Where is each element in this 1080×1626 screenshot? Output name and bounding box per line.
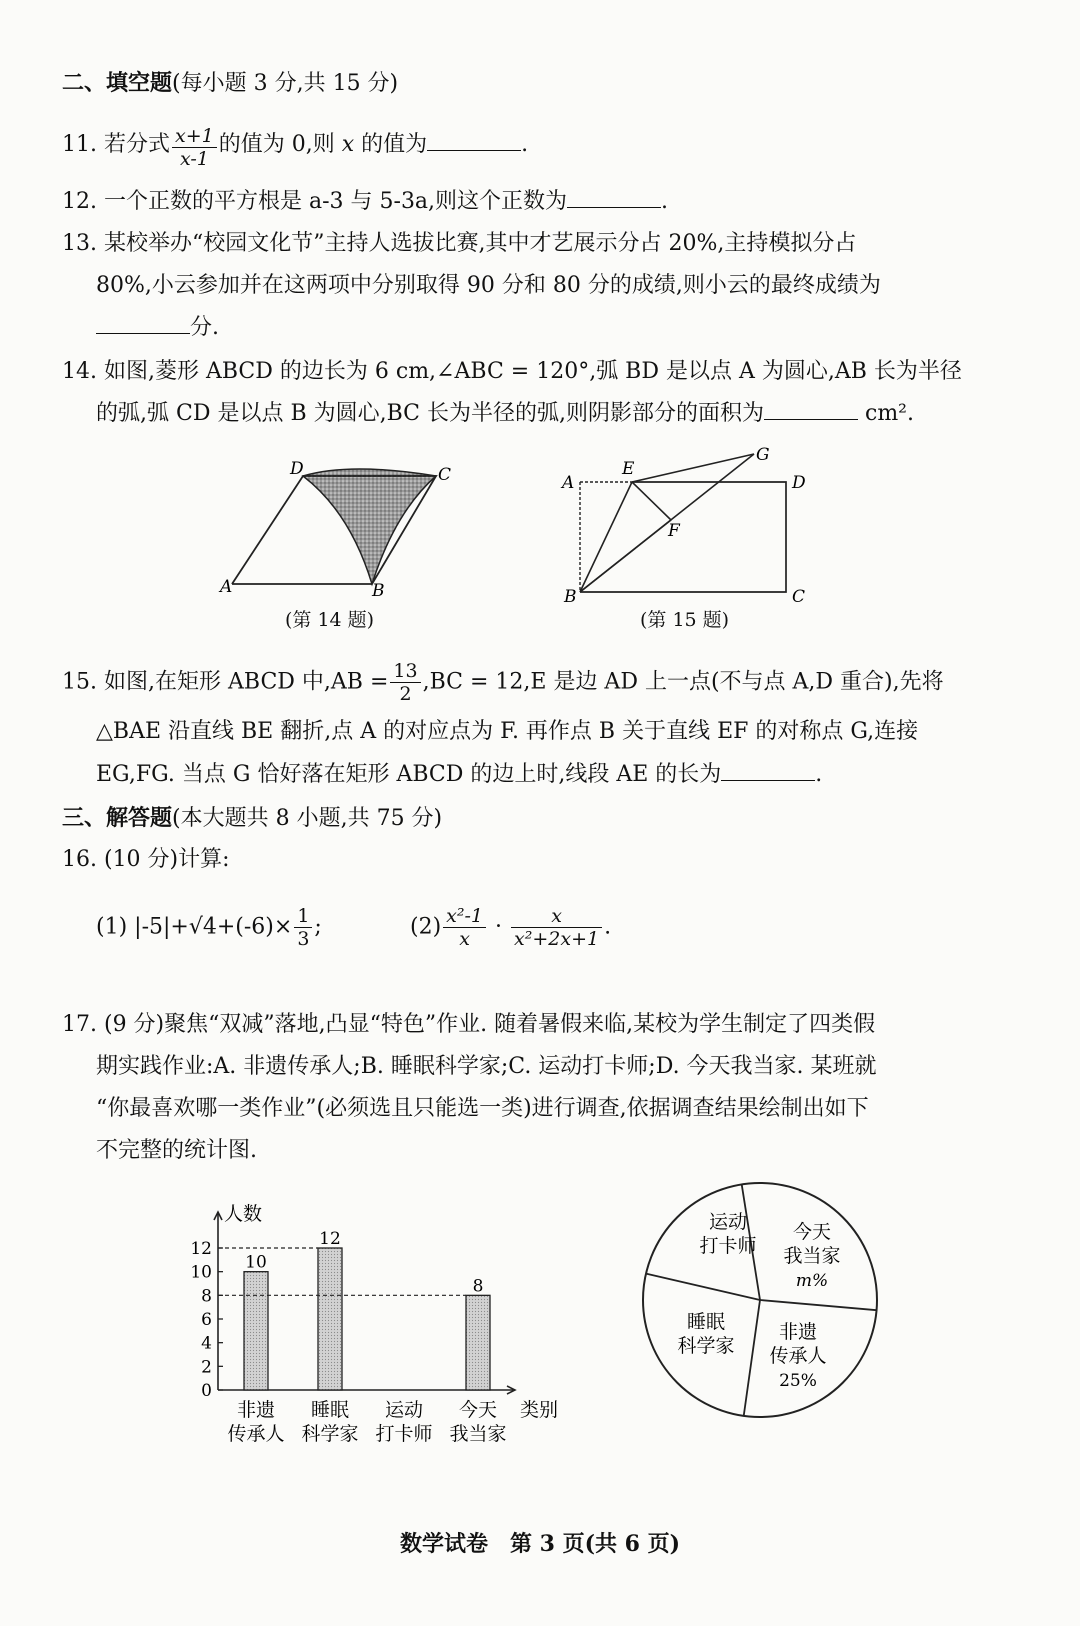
q11-number: 11. <box>62 132 97 157</box>
q16-part-1 <box>96 905 322 950</box>
fig14-caption: (第 14 题) <box>285 609 375 631</box>
q17-line-2: 期实践作业:A. 非遗传承人;B. 睡眠科学家;C. 运动打卡师;D. 今天我当家. 某班就 <box>96 1054 877 1079</box>
x-category-label: 今天 <box>458 1399 498 1421</box>
q16-part-2 <box>410 905 611 950</box>
q16-p2-den1: x <box>459 928 470 950</box>
pie-chart <box>640 1180 890 1430</box>
q16-title: 16. (10 分)计算: <box>62 847 230 872</box>
section-3-heading <box>62 803 442 834</box>
q14-line-2 <box>96 399 914 429</box>
question-12 <box>62 187 668 217</box>
q17-line-1: 17. (9 分)聚焦“双减”落地,凸显“特色”作业. 随着暑假来临,某校为学生制定了四类假 <box>62 1012 876 1037</box>
fig15-line-ef <box>632 482 671 520</box>
q15-line-3 <box>96 760 822 790</box>
q16-p2-fraction-2 <box>511 905 602 950</box>
figure-15 <box>558 442 838 612</box>
pie-slice-boundary <box>744 1300 760 1416</box>
bar-value-label: 12 <box>319 1229 341 1249</box>
pie-slice-label: 睡眠 <box>686 1311 726 1333</box>
q14-text: 的弧,弧 CD 是以点 B 为圆心,BC 长为半径的弧,则阴影部分的面积为 <box>96 401 764 426</box>
bar-chart-ylabel: 人数 <box>224 1203 263 1225</box>
q16-p1-den: 3 <box>297 928 310 950</box>
q16-p2-fraction-1 <box>443 905 486 950</box>
page-footer: 数学试卷 第 3 页(共 6 页) <box>399 1531 681 1557</box>
section-2-note: (每小题 3 分,共 15 分) <box>172 71 399 96</box>
y-tick-label: 8 <box>201 1286 212 1307</box>
bar <box>466 1295 490 1390</box>
q14-answer-blank[interactable] <box>764 401 858 420</box>
q14-line-1: 14. 如图,菱形 ABCD 的边长为 6 cm,∠ABC = 120°,弧 BD 是以点 A 为圆心,AB 长为半径 <box>62 359 962 384</box>
q16-p2-num1: x²-1 <box>443 905 486 928</box>
pie-slice-label: 非遗 <box>778 1321 818 1343</box>
bar-value-label: 10 <box>245 1252 267 1273</box>
q11-frac-num: x+1 <box>172 125 217 148</box>
y-tick-label: 10 <box>190 1262 212 1283</box>
x-category-label: 传承人 <box>227 1423 285 1445</box>
section-3-note: (本大题共 8 小题,共 75 分) <box>172 806 443 831</box>
q15-end: . <box>815 762 823 787</box>
q12-answer-blank[interactable] <box>567 189 661 208</box>
fig14-label-c: C <box>438 465 452 485</box>
figure-14 <box>210 452 470 602</box>
q16-p1-fraction <box>294 905 312 950</box>
y-tick-label: 6 <box>201 1310 212 1330</box>
q14-unit: cm². <box>865 401 914 426</box>
fig14-label-b: B <box>372 581 385 601</box>
pie-slice-label: 我当家 <box>783 1245 841 1267</box>
pie-slice-label: 运动 <box>708 1211 748 1233</box>
fig15-label-f: F <box>668 521 680 541</box>
fig15-label-a: A <box>562 473 575 493</box>
x-category-label: 打卡师 <box>375 1423 433 1445</box>
x-category-label: 科学家 <box>301 1423 359 1445</box>
q17-line-3: “你最喜欢哪一类作业”(必须选且只能选一类)进行调查,依据调查结果绘制出如下 <box>96 1096 869 1121</box>
pie-slice-label: 今天 <box>792 1221 832 1243</box>
q16-p2-label: (2) <box>410 914 442 940</box>
fig15-label-d: D <box>792 473 806 493</box>
fig15-label-b: B <box>564 587 577 607</box>
q11-var: x <box>341 132 355 157</box>
q15-post: ,BC = 12,E 是边 AD 上一点(不与点 A,D 重合),先将 <box>422 669 944 695</box>
q15-line-2: △BAE 沿直线 BE 翻折,点 A 的对应点为 F. 再作点 B 关于直线 EF 的对称点 G,连接 <box>96 719 919 744</box>
q16-p2-dot: · <box>495 914 503 940</box>
q11-pre: 若分式 <box>104 132 171 157</box>
x-category-label: 运动 <box>384 1399 424 1421</box>
q11-fraction <box>172 125 217 170</box>
fig14-label-a: A <box>220 577 233 597</box>
q13-line-1: 13. 某校举办“校园文化节”主持人选拔比赛,其中才艺展示分占 20%,主持模拟分占 <box>62 231 857 256</box>
question-11 <box>62 125 528 170</box>
y-tick-label: 4 <box>201 1333 212 1354</box>
q11-post: 的值为 <box>361 132 428 157</box>
fig15-label-e: E <box>622 459 635 479</box>
bar-chart-xlabel: 类别 <box>520 1399 559 1421</box>
q13-unit: 分. <box>190 315 219 340</box>
fig14-label-d: D <box>290 459 304 479</box>
bar <box>244 1272 268 1390</box>
fig15-rectangle <box>580 482 786 592</box>
pie-slice-percent: 25% <box>779 1371 817 1391</box>
q15-fraction <box>390 660 420 705</box>
bar <box>318 1248 342 1390</box>
fig15-line-be <box>580 482 632 592</box>
x-category-label: 我当家 <box>449 1423 507 1445</box>
fig15-label-c: C <box>792 587 806 607</box>
section-3-title: 三、解答题 <box>62 805 173 831</box>
y-tick-label: 12 <box>190 1239 212 1259</box>
q15-frac-den: 2 <box>399 683 412 705</box>
fig14-shaded-region <box>303 469 436 584</box>
bar-chart <box>180 1190 580 1455</box>
y-tick-label: 0 <box>201 1381 212 1401</box>
q11-answer-blank[interactable] <box>427 132 521 151</box>
pie-slice-boundary <box>760 1300 877 1310</box>
q16-p1-num: 1 <box>294 905 312 928</box>
q16-p2-den2: x²+2x+1 <box>514 928 600 950</box>
q13-line-2: 80%,小云参加并在这两项中分别取得 90 分和 80 分的成绩,则小云的最终成绩为 <box>96 273 881 298</box>
q15-number: 15. <box>62 669 97 695</box>
pie-slice-percent: m% <box>795 1271 829 1291</box>
x-category-label: 睡眠 <box>310 1399 350 1421</box>
q12-text: 12. 一个正数的平方根是 a-3 与 5-3a,则这个正数为 <box>62 189 568 214</box>
pie-slice-label: 传承人 <box>769 1345 827 1367</box>
pie-slice-label: 打卡师 <box>699 1235 757 1257</box>
q11-mid: 的值为 0,则 <box>218 132 335 157</box>
pie-slice-label: 科学家 <box>677 1335 735 1357</box>
pie-slice-boundary <box>646 1274 760 1300</box>
section-2-title: 二、填空题 <box>62 70 173 96</box>
q17-line-4: 不完整的统计图. <box>96 1138 257 1163</box>
q15-frac-num: 13 <box>390 660 420 683</box>
fig15-caption: (第 15 题) <box>640 609 730 631</box>
q15-line-1 <box>62 660 944 705</box>
y-tick-label: 2 <box>201 1357 212 1378</box>
x-category-label: 非遗 <box>236 1399 276 1421</box>
q16-p1-end: ; <box>314 914 322 940</box>
q11-frac-den: x-1 <box>179 148 209 170</box>
fig15-label-g: G <box>756 445 770 465</box>
q11-end: . <box>521 132 529 157</box>
bar-value-label: 8 <box>472 1276 484 1297</box>
section-2-heading <box>62 68 398 99</box>
q12-end: . <box>661 189 669 214</box>
q13-line-3 <box>96 313 219 343</box>
q16-p2-end: . <box>604 914 612 940</box>
q15-text: EG,FG. 当点 G 恰好落在矩形 ABCD 的边上时,线段 AE 的长为 <box>96 762 722 787</box>
q13-answer-blank[interactable] <box>96 315 190 334</box>
q15-pre: 如图,在矩形 ABCD 中,AB = <box>104 669 389 695</box>
q16-p2-num2: x <box>511 905 602 928</box>
q16-p1-expression: (1) |-5|+√4+(-6)× <box>96 914 293 940</box>
q15-answer-blank[interactable] <box>721 762 815 781</box>
